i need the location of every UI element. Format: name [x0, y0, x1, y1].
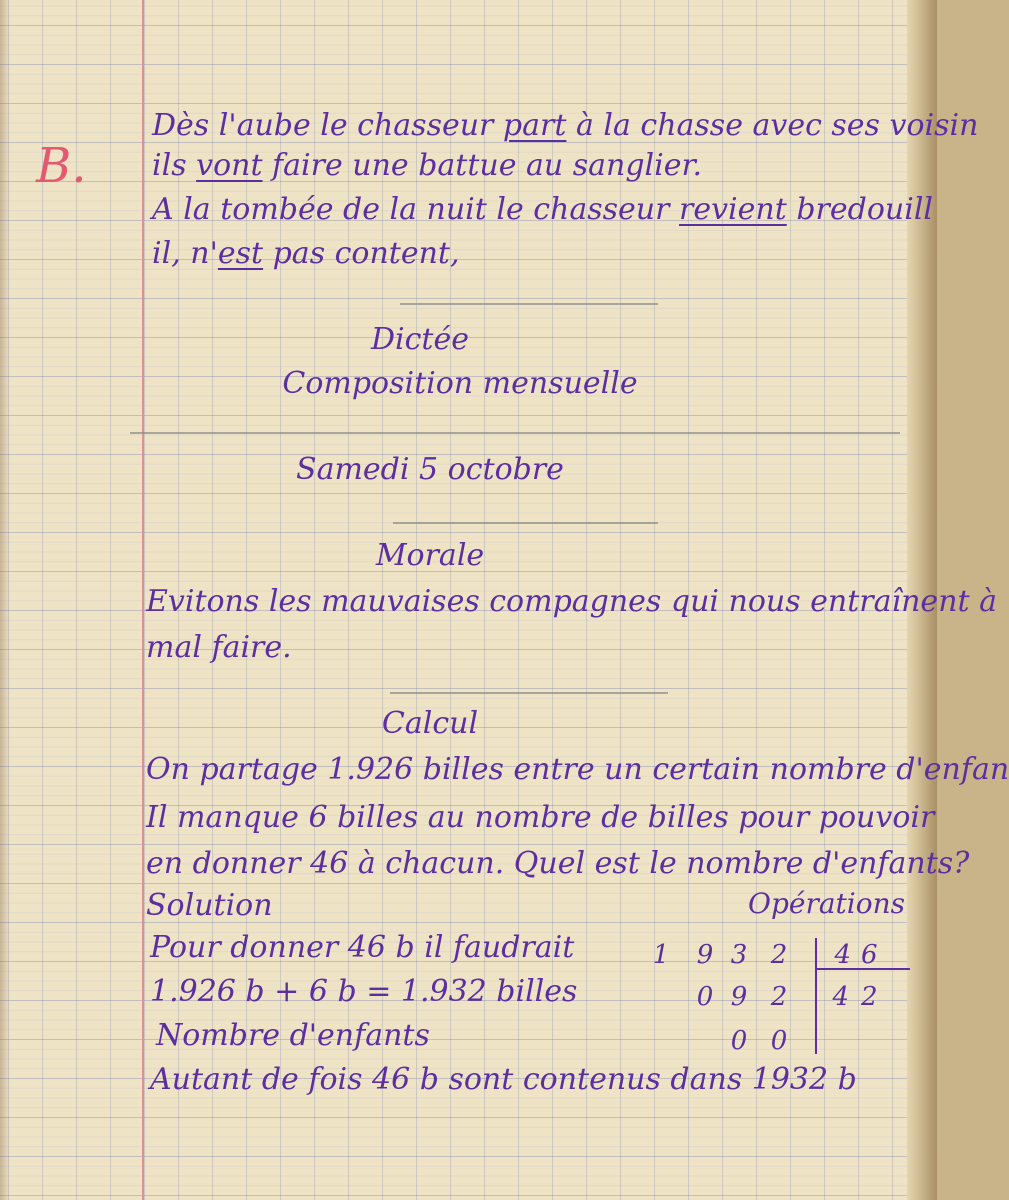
date-heading: Samedi 5 octobre [296, 452, 564, 487]
calcul-heading: Calcul [381, 706, 479, 741]
solution-line-1: Pour donner 46 b il faudrait [150, 930, 575, 965]
remainder-digit: 9 [730, 982, 748, 1012]
solution-label: Solution [146, 888, 273, 923]
divider [393, 522, 658, 524]
final-remainder-digit: 0 [770, 1026, 788, 1056]
paragraph-line-4 [152, 236, 460, 272]
morale-text-line-1: Evitons les mauvaises compagnes qui nous entraînent à [146, 584, 997, 619]
paragraph-text: ils [152, 148, 197, 183]
paragraph-text: il, n' [152, 236, 218, 271]
solution-line-2: 1.926 b + 6 b = 1.932 billes [150, 974, 578, 1009]
margin-line [142, 0, 144, 1200]
dividend-digit: 1 [652, 940, 670, 970]
divisor: 46 [834, 940, 888, 970]
dividend-digit: 2 [770, 940, 788, 970]
page-edge-shadow [0, 0, 10, 1200]
paragraph-line-3 [152, 192, 933, 228]
problem-line-1: On partage 1.926 billes entre un certain nombre d'enfan [146, 752, 1009, 787]
divider [400, 303, 658, 305]
paragraph-text: Dès l'aube le chasseur [152, 108, 503, 143]
morale-text-line-2: mal faire. [146, 630, 292, 665]
morale-heading: Morale [375, 538, 485, 573]
problem-line-2: Il manque 6 billes au nombre de billes pour pouvoir [146, 800, 935, 835]
division-bracket-vertical [815, 938, 817, 1054]
final-remainder-digit: 0 [730, 1026, 748, 1056]
solution-line-4: Autant de fois 46 b sont contenus dans 1932 b [150, 1062, 857, 1097]
solution-line-3: Nombre d'enfants [156, 1018, 430, 1053]
paragraph-text: bredouill [786, 192, 934, 227]
underlined-verb: part [502, 108, 567, 143]
dictee-heading: Dictée [370, 322, 469, 357]
paragraph-text: pas content, [263, 236, 460, 271]
paragraph-text: à la chasse avec ses voisin [566, 108, 979, 143]
dividend-digit: 9 [696, 940, 714, 970]
margin-mark: B. [36, 138, 87, 194]
divider [390, 692, 668, 694]
paragraph-line-2 [152, 148, 702, 184]
paragraph-text: A la tombée de la nuit le chasseur [152, 192, 680, 227]
divider [130, 432, 900, 434]
underlined-verb: vont [196, 148, 263, 183]
operations-label: Opérations [748, 887, 905, 920]
remainder-digit: 0 [696, 982, 714, 1012]
problem-line-3: en donner 46 à chacun. Quel est le nombre d'enfants? [146, 846, 970, 881]
paragraph-text: faire une battue au sanglier. [262, 148, 703, 183]
remainder-digit: 2 [770, 982, 788, 1012]
underlined-verb: revient [679, 192, 787, 227]
underlined-verb: est [217, 236, 264, 271]
dividend-digit: 3 [730, 940, 748, 970]
quotient: 42 [832, 982, 890, 1012]
composition-heading: Composition mensuelle [282, 366, 638, 401]
paragraph-line-1 [152, 108, 978, 144]
